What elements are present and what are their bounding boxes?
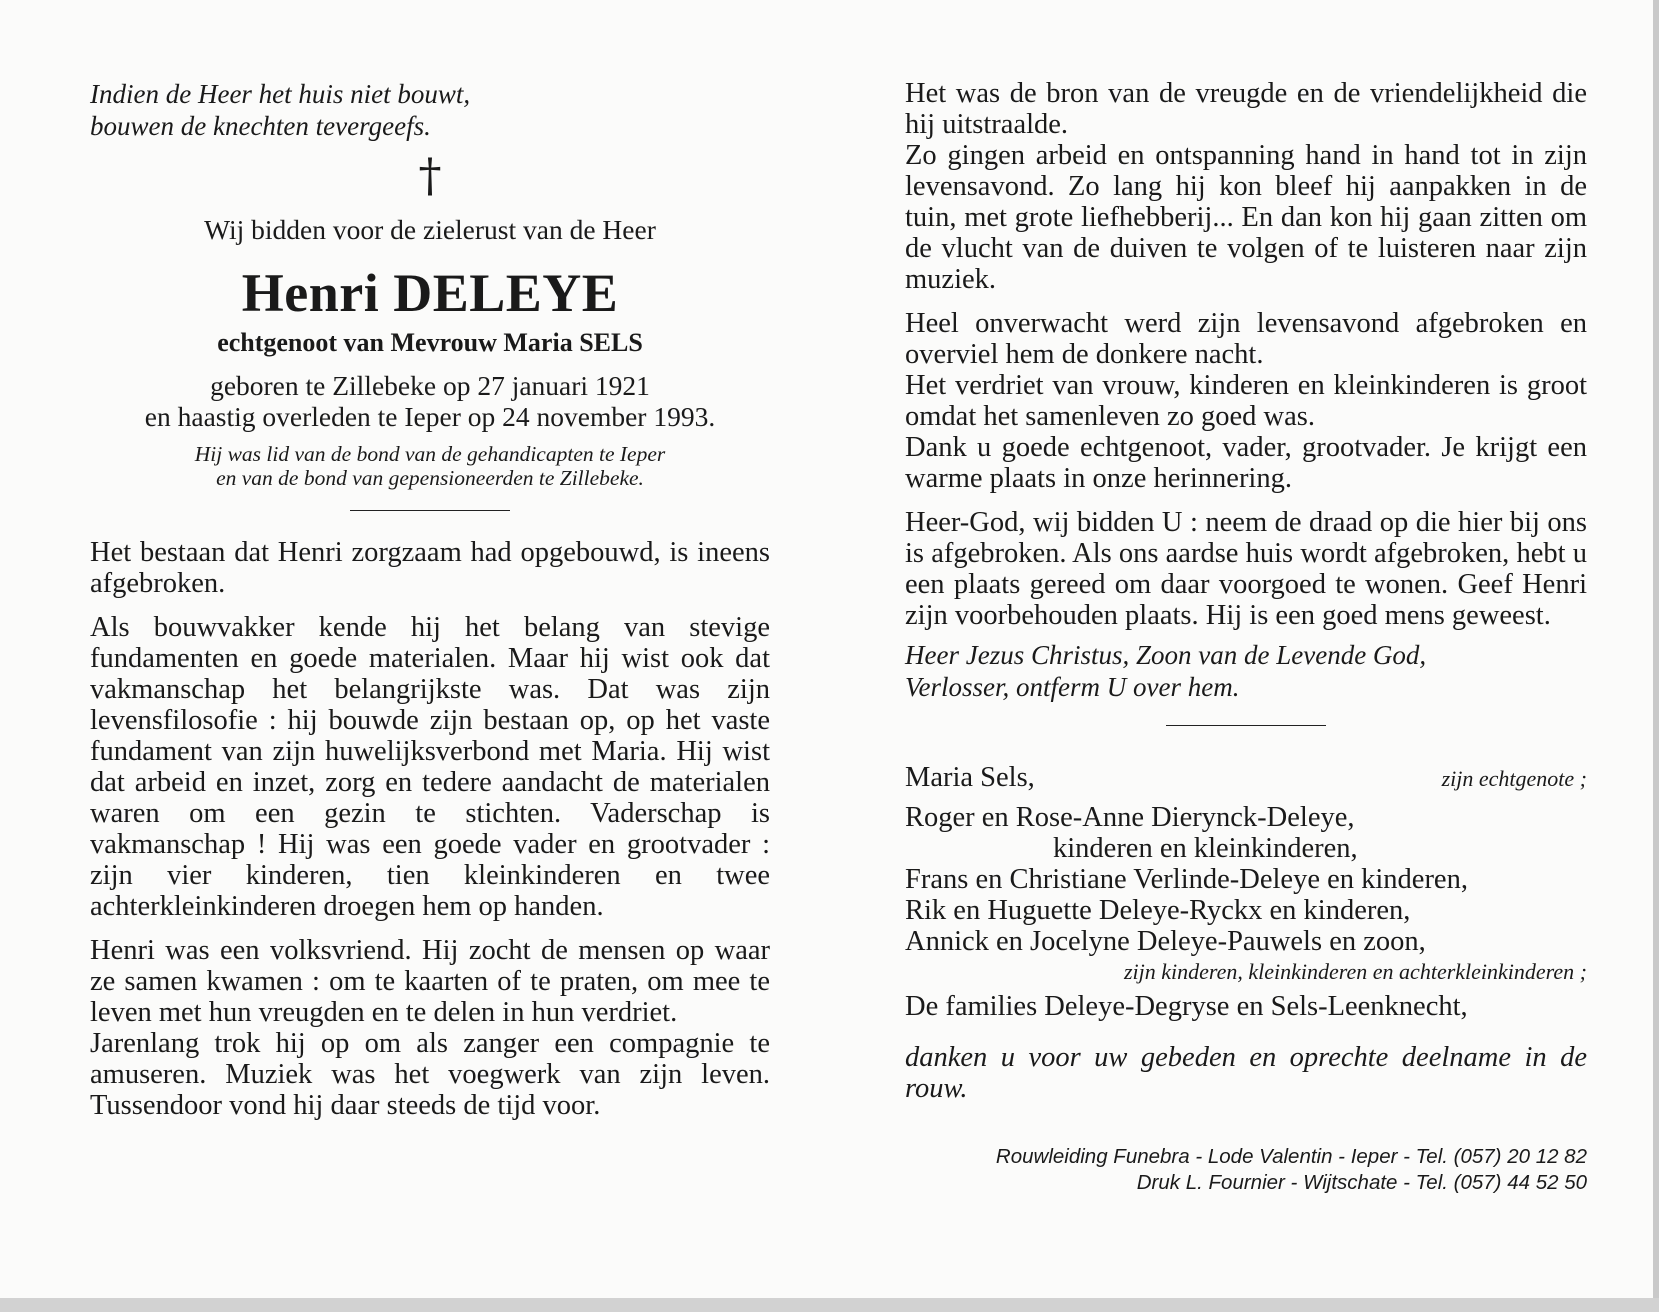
left-column (90, 78, 770, 1121)
thanks-line: danken u voor uw gebeden en oprechte deelname in de rouw. (905, 1042, 1587, 1104)
motto-line: Indien de Heer het huis niet bouwt, (90, 79, 471, 109)
motto-line: bouwen de knechten tevergeefs. (90, 111, 431, 141)
mourner-spouse-name: Maria Sels, (905, 762, 1035, 793)
right-column (905, 78, 1587, 1196)
paragraph: Zo gingen arbeid en ontspanning hand in hand tot in zijn levensavond. Zo lang hij kon bleef hij aanpakken in de tuin, met grote liefhebberij... En dan kon hij gaan zitten om de vlucht van de duiven te volgen of te luisteren naar zijn muziek. (905, 140, 1587, 295)
paragraph: Henri was een volksvriend. Hij zocht de mensen op waar ze samen kwamen : om te kaarten of te praten, om mee te leven met hun vreugden en te delen in hun verdriet. (90, 935, 770, 1028)
paragraph: Dank u goede echtgenoot, vader, grootvader. Je krijgt een warme plaats in onze herinnering. (905, 432, 1587, 494)
mourner-family: Annick en Jocelyne Deleye-Pauwels en zoon, (905, 926, 1426, 957)
prayer-intro: Wij bidden voor de zielerust van de Heer (204, 214, 656, 245)
death-line: en haastig overleden te Ieper op 24 november 1993. (144, 401, 716, 432)
paragraph: Het verdriet van vrouw, kinderen en kleinkinderen is groot omdat het samenleven zo goed was. (905, 370, 1587, 432)
credit-line: Druk L. Fournier - Wijtschate - Tel. (057) 44 52 50 (1136, 1171, 1587, 1194)
mourner-spouse-row (905, 762, 1587, 794)
mourner-family: Rik en Huguette Deleye-Ryckx en kinderen, (905, 895, 1411, 926)
membership-line: Hij was lid van de bond van de gehandicapten te Ieper (194, 442, 666, 466)
membership-line: en van de bond van gepensioneerden te Zillebeke. (216, 466, 644, 490)
divider (1166, 725, 1326, 726)
closing-prayer-line: Heer Jezus Christus, Zoon van de Levende God, (905, 640, 1427, 670)
paragraph: Heer-God, wij bidden U : neem de draad op die hier bij ons is afgebroken. Als ons aardse huis wordt afgebroken, hebt u een plaats gereed om daar voorgoed te wonen. Geef Henri zijn voorbehouden plaats. Hij is een goed mens geweest. (905, 507, 1587, 631)
closing-prayer-line: Verlosser, ontferm U over hem. (905, 672, 1240, 702)
deceased-name: Henri DELEYE (241, 263, 619, 323)
spouse-line: echtgenoot van Mevrouw Maria SELS (217, 328, 643, 357)
card-edge-right (1653, 0, 1659, 1312)
divider (350, 510, 510, 511)
families-line: De families Deleye-Degryse en Sels-Leenknecht, (905, 991, 1468, 1022)
paragraph: Het was de bron van de vreugde en de vriendelijkheid die hij uitstraalde. (905, 78, 1587, 140)
children-role: zijn kinderen, kleinkinderen en achterkleinkinderen ; (1123, 959, 1587, 984)
paragraph: Jarenlang trok hij op om als zanger een compagnie te amuseren. Muziek was het voegwerk van zijn leven. Tussendoor vond hij daar steeds de tijd voor. (90, 1028, 770, 1121)
paragraph: Als bouwvakker kende hij het belang van stevige fundamenten en goede materialen. Maar hij wist ook dat vakmanschap het belangrijkste was. Dat was zijn levensfilosofie : hij bouwde zijn bestaan op, op het vaste fundament van zijn huwelijksverbond met Maria. Hij wist dat arbeid en inzet, zorg en tedere aandacht de materialen waren om een gezin te stichten. Vaderschap is vakmanschap ! Hij was een goede vader en grootvader : zijn vier kinderen, tien kleinkinderen en twee achterkleinkinderen droegen hem op handen. (90, 612, 770, 922)
birth-line: geboren te Zillebeke op 27 januari 1921 (210, 370, 650, 401)
mourner-family-sub: kinderen en kleinkinderen, (1053, 833, 1358, 864)
mourner-family: Frans en Christiane Verlinde-Deleye en kinderen, (905, 864, 1468, 895)
credit-line: Rouwleiding Funebra - Lode Valentin - Ieper - Tel. (057) 20 12 82 (995, 1145, 1587, 1168)
life-dates (90, 370, 770, 432)
card-edge-bottom (0, 1298, 1659, 1312)
closing-prayer (905, 639, 1587, 703)
membership-note (90, 442, 770, 490)
credits (905, 1144, 1587, 1196)
paragraph: Heel onverwacht werd zijn levensavond afgebroken en overviel hem de donkere nacht. (905, 308, 1587, 370)
cross-icon: † (418, 148, 442, 202)
motto (90, 78, 770, 142)
mourner-spouse-role: zijn echtgenote ; (1441, 766, 1587, 791)
paragraph: Het bestaan dat Henri zorgzaam had opgebouwd, is ineens afgebroken. (90, 537, 770, 599)
mourner-family: Roger en Rose-Anne Dierynck-Deleye, (905, 802, 1355, 833)
